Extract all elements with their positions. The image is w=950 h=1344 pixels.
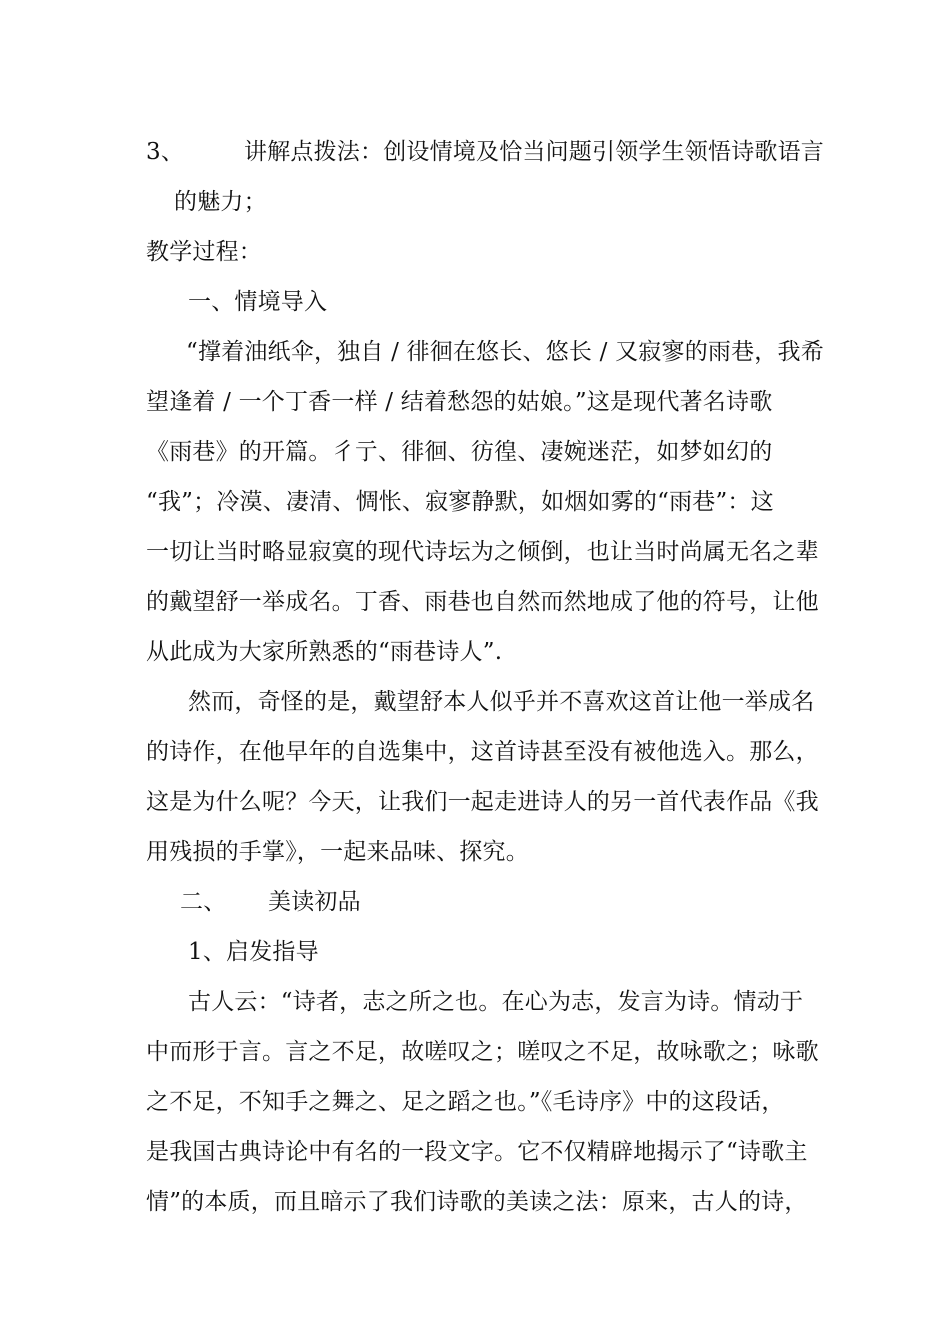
paragraph-line: “我”；冷漠、凄清、惆怅、寂寥静默，如烟如雾的“雨巷”：这 [146, 489, 774, 515]
paragraph-line: 之不足，不知手之舞之、足之蹈之也。”《毛诗序》中的这段话， [146, 1089, 785, 1115]
paragraph-line: 古人云：“诗者，志之所之也。在心为志，发言为诗。情动于 [188, 989, 804, 1015]
paragraph-line: 中而形于言。言之不足，故嗟叹之；嗟叹之不足，故咏歌之；咏歌 [146, 1039, 819, 1065]
paragraph-line: 用残损的手掌》，一起来品味、探究。 [146, 839, 529, 865]
section2-sub1-heading: 1、启发指导 [188, 939, 319, 965]
paragraph-line: 的诗作，在他早年的自选集中，这首诗甚至没有被他选入。那么， [146, 739, 819, 765]
paragraph-line: 从此成为大家所熟悉的“雨巷诗人”. [146, 639, 503, 665]
paragraph-line: 望逢着 / 一个丁香一样 / 结着愁怨的姑娘。”这是现代著名诗歌 [146, 389, 773, 415]
paragraph-line: 情”的本质，而且暗示了我们诗歌的美读之法：原来，古人的诗， [146, 1189, 808, 1215]
item3-number: 3、 [146, 139, 185, 165]
section2-title: 美读初品 [268, 889, 361, 915]
section2-number: 二、 [180, 889, 227, 915]
process-heading: 教学过程： [146, 239, 262, 265]
paragraph-line: 一切让当时略显寂寞的现代诗坛为之倾倒，也让当时尚属无名之辈 [146, 539, 819, 565]
section1-heading: 一、情境导入 [188, 289, 328, 315]
item3-text-line2: 的魅力； [174, 189, 267, 215]
paragraph-line: 是我国古典诗论中有名的一段文字。它不仅精辟地揭示了“诗歌主 [146, 1139, 808, 1165]
paragraph-line: 这是为什么呢？今天，让我们一起走进诗人的另一首代表作品《我 [146, 789, 819, 815]
item3-text-line1: 讲解点拨法：创设情境及恰当问题引领学生领悟诗歌语言 [244, 139, 824, 165]
paragraph-line: “撑着油纸伞，独自 / 徘徊在悠长、悠长 / 又寂寥的雨巷，我希 [186, 339, 824, 365]
paragraph-line: 然而，奇怪的是，戴望舒本人似乎并不喜欢这首让他一举成名 [188, 689, 815, 715]
paragraph-line: 的戴望舒一举成名。丁香、雨巷也自然而然地成了他的符号，让他 [146, 589, 819, 615]
paragraph-line: 《雨巷》的开篇。彳亍、徘徊、彷徨、凄婉迷茫，如梦如幻的 [146, 439, 773, 465]
